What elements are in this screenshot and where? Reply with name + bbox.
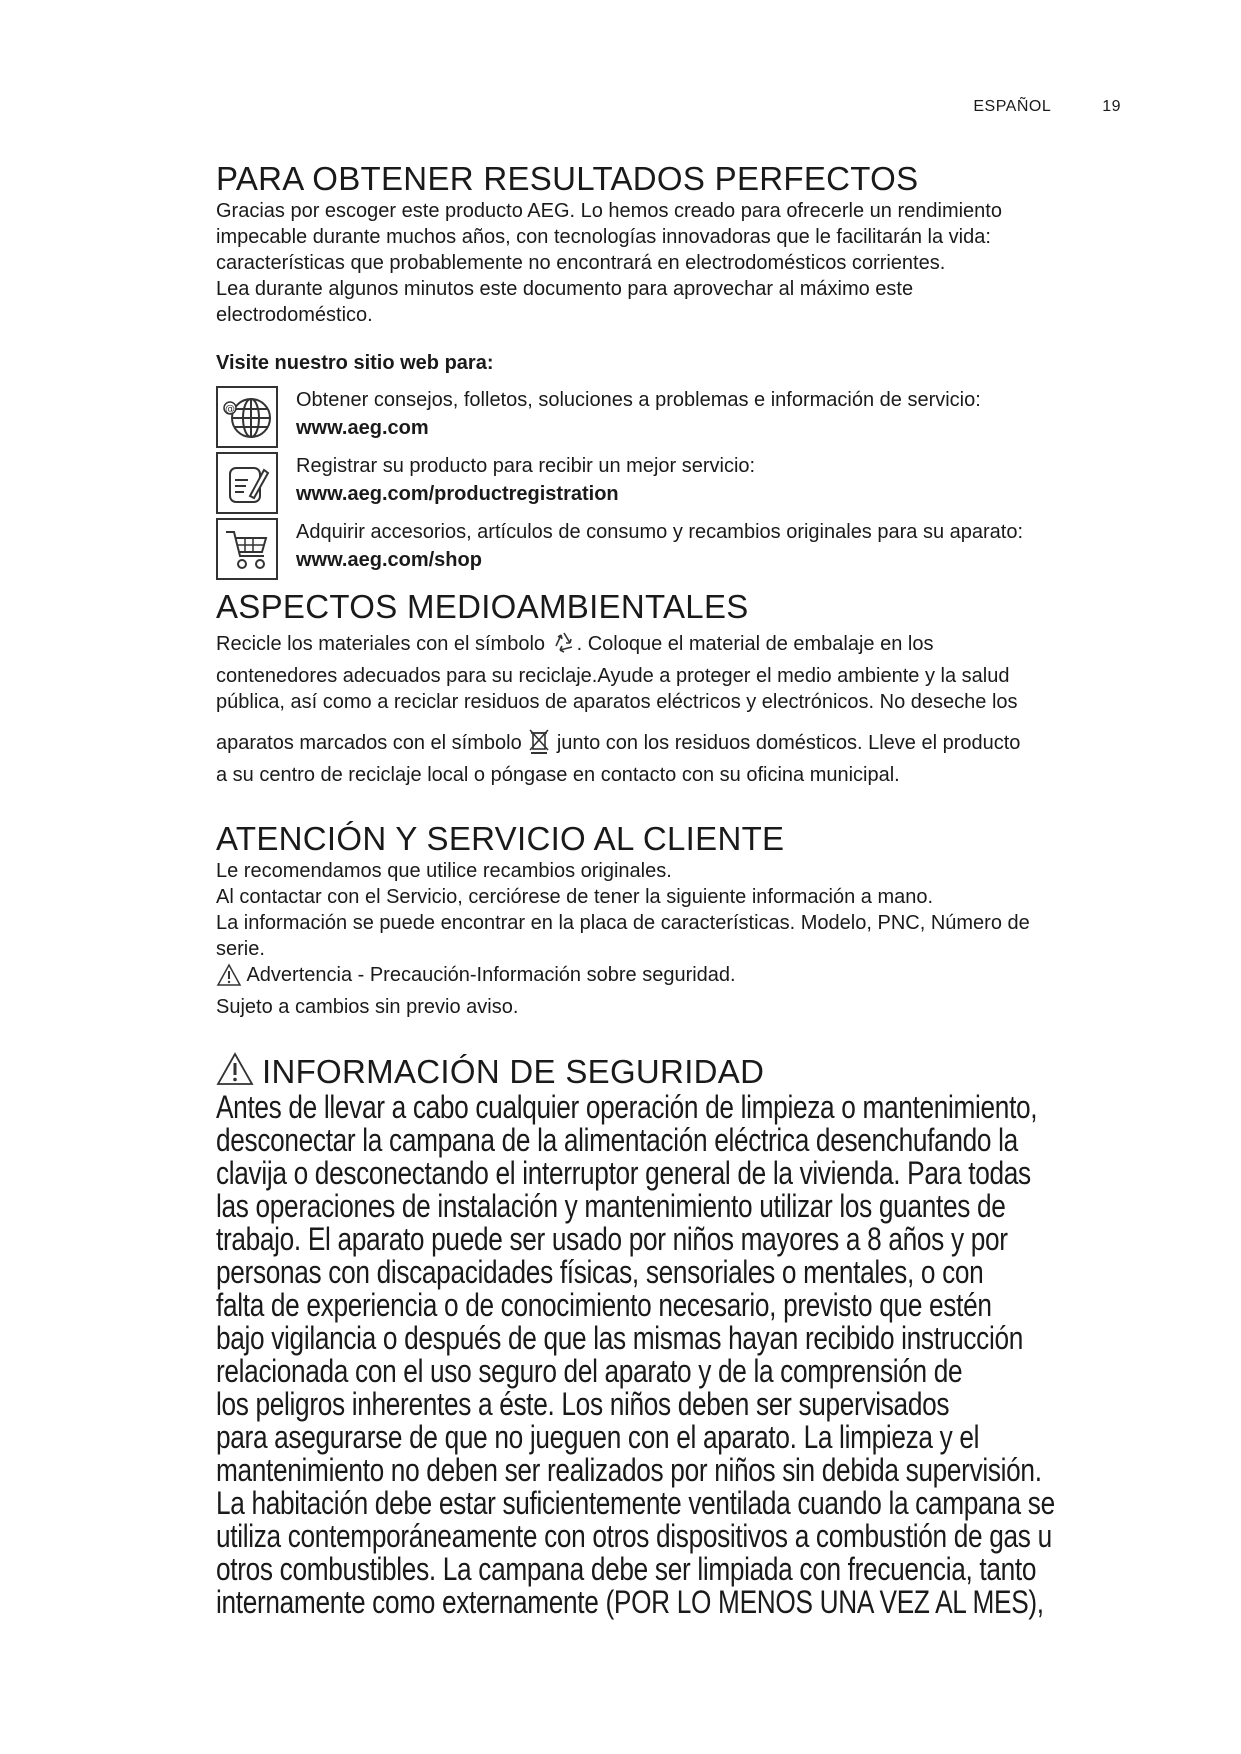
website-item-text — [296, 452, 755, 508]
website-title: Visite nuestro sitio web para: — [216, 352, 494, 374]
safety-line: Antes de llevar a cabo cualquier operación de limpieza o mantenimiento, — [216, 1089, 1038, 1125]
safety-line: internamente como externamente (POR LO MENOS UNA VEZ AL MES), — [216, 1584, 1044, 1620]
page-content — [216, 160, 1136, 1619]
safety-line: los peligros inherentes a éste. Los niños deben ser supervisados — [216, 1386, 950, 1422]
website-link[interactable]: www.aeg.com — [296, 417, 429, 439]
service-line: La información se puede encontrar en la placa de características. Modelo, PNC, Número de — [216, 912, 1030, 934]
intro-line: Lea durante algunos minutos este documento para aprovechar al máximo este — [216, 278, 914, 300]
website-list — [216, 386, 1136, 584]
environment-line — [216, 727, 1136, 762]
environment-text — [216, 630, 1136, 788]
warning-icon — [216, 1052, 254, 1091]
website-item — [216, 452, 1136, 518]
environment-line: a su centro de reciclaje local o póngase en contacto con su oficina municipal. — [216, 764, 900, 786]
crossed-bin-icon — [527, 727, 551, 762]
website-link[interactable]: www.aeg.com/shop — [296, 549, 482, 571]
section-title-results: PARA OBTENER RESULTADOS PERFECTOS — [216, 160, 919, 197]
website-description: Adquirir accesorios, artículos de consumo y recambios originales para su aparato: — [296, 521, 1024, 543]
safety-line: falta de experiencia o de conocimiento necesario, previsto que estén — [216, 1287, 992, 1323]
safety-line: para asegurarse de que no jueguen con el aparato. La limpieza y el — [216, 1419, 980, 1455]
safety-text — [216, 1091, 1136, 1619]
intro-line: características que probablemente no encontrará en electrodomésticos corrientes. — [216, 252, 946, 274]
page-header — [973, 98, 1121, 116]
safety-line: trabajo. El aparato puede ser usado por niños mayores a 8 años y por — [216, 1221, 1008, 1257]
intro-line: electrodoméstico. — [216, 304, 373, 326]
safety-line: otros combustibles. La campana debe ser limpiada con frecuencia, tanto — [216, 1551, 1037, 1587]
safety-line: clavija o desconectando el interruptor general de la vivienda. Para todas — [216, 1155, 1031, 1191]
website-item — [216, 518, 1136, 584]
warning-line — [216, 962, 1136, 994]
safety-line: La habitación debe estar suficientemente ventilada cuando la campana se — [216, 1485, 1055, 1521]
website-item-text — [296, 518, 1023, 574]
recycle-icon — [551, 630, 577, 663]
website-link[interactable]: www.aeg.com/productregistration — [296, 483, 619, 505]
website-item-text — [296, 386, 981, 442]
environment-line: contenedores adecuados para su reciclaje.Ayude a proteger el medio ambiente y la salud — [216, 665, 1010, 687]
environment-text-part: aparatos marcados con el símbolo — [216, 732, 528, 754]
safety-line: personas con discapacidades físicas, sensoriales o mentales, o con — [216, 1254, 984, 1290]
section-title-customer-service: ATENCIÓN Y SERVICIO AL CLIENTE — [216, 820, 785, 857]
section-title-safety: INFORMACIÓN DE SEGURIDAD — [262, 1052, 765, 1090]
intro-text — [216, 198, 1136, 328]
warning-text: Advertencia - Precaución-Información sobre seguridad. — [246, 964, 736, 986]
environment-text-part: . Coloque el material de embalaje en los — [576, 633, 934, 655]
environment-text-part: junto con los residuos domésticos. Lleve el producto — [551, 732, 1021, 754]
safety-line: desconectar la campana de la alimentación eléctrica desenchufando la — [216, 1122, 1018, 1158]
service-line: Le recomendamos que utilice recambios originales. — [216, 860, 672, 882]
website-description: Registrar su producto para recibir un mejor servicio: — [296, 455, 756, 477]
safety-line: relacionada con el uso seguro del aparato y de la comprensión de — [216, 1353, 963, 1389]
safety-heading — [216, 1052, 1136, 1091]
safety-line: utiliza contemporáneamente con otros dispositivos a combustión de gas u — [216, 1518, 1052, 1554]
globe-icon — [216, 386, 278, 448]
website-description: Obtener consejos, folletos, soluciones a problemas e información de servicio: — [296, 389, 981, 411]
service-line: serie. — [216, 938, 265, 960]
warning-icon — [216, 963, 242, 994]
customer-service-text — [216, 858, 1136, 1020]
environment-text-part: Recicle los materiales con el símbolo — [216, 633, 551, 655]
svg-text:@: @ — [225, 404, 235, 415]
intro-line: Gracias por escoger este producto AEG. Lo hemos creado para ofrecerle un rendimiento — [216, 200, 1002, 222]
safety-line: bajo vigilancia o después de que las mismas hayan recibido instrucción — [216, 1320, 1023, 1356]
website-item — [216, 386, 1136, 452]
environment-line — [216, 630, 1136, 663]
page-number: 19 — [1102, 98, 1121, 115]
service-line: Al contactar con el Servicio, cerciórese de tener la siguiente información a mano. — [216, 886, 934, 908]
safety-line: las operaciones de instalación y mantenimiento utilizar los guantes de — [216, 1188, 1006, 1224]
intro-line: impecable durante muchos años, con tecnologías innovadoras que le facilitarán la vida: — [216, 226, 991, 248]
notice-line: Sujeto a cambios sin previo aviso. — [216, 996, 519, 1018]
language-label: ESPAÑOL — [973, 98, 1052, 115]
section-title-environment: ASPECTOS MEDIOAMBIENTALES — [216, 588, 749, 625]
environment-line: pública, así como a reciclar residuos de aparatos eléctricos y electrónicos. No deseche los — [216, 691, 1018, 713]
registration-icon — [216, 452, 278, 514]
shopping-cart-icon — [216, 518, 278, 580]
safety-line: mantenimiento no deben ser realizados por niños sin debida supervisión. — [216, 1452, 1042, 1488]
